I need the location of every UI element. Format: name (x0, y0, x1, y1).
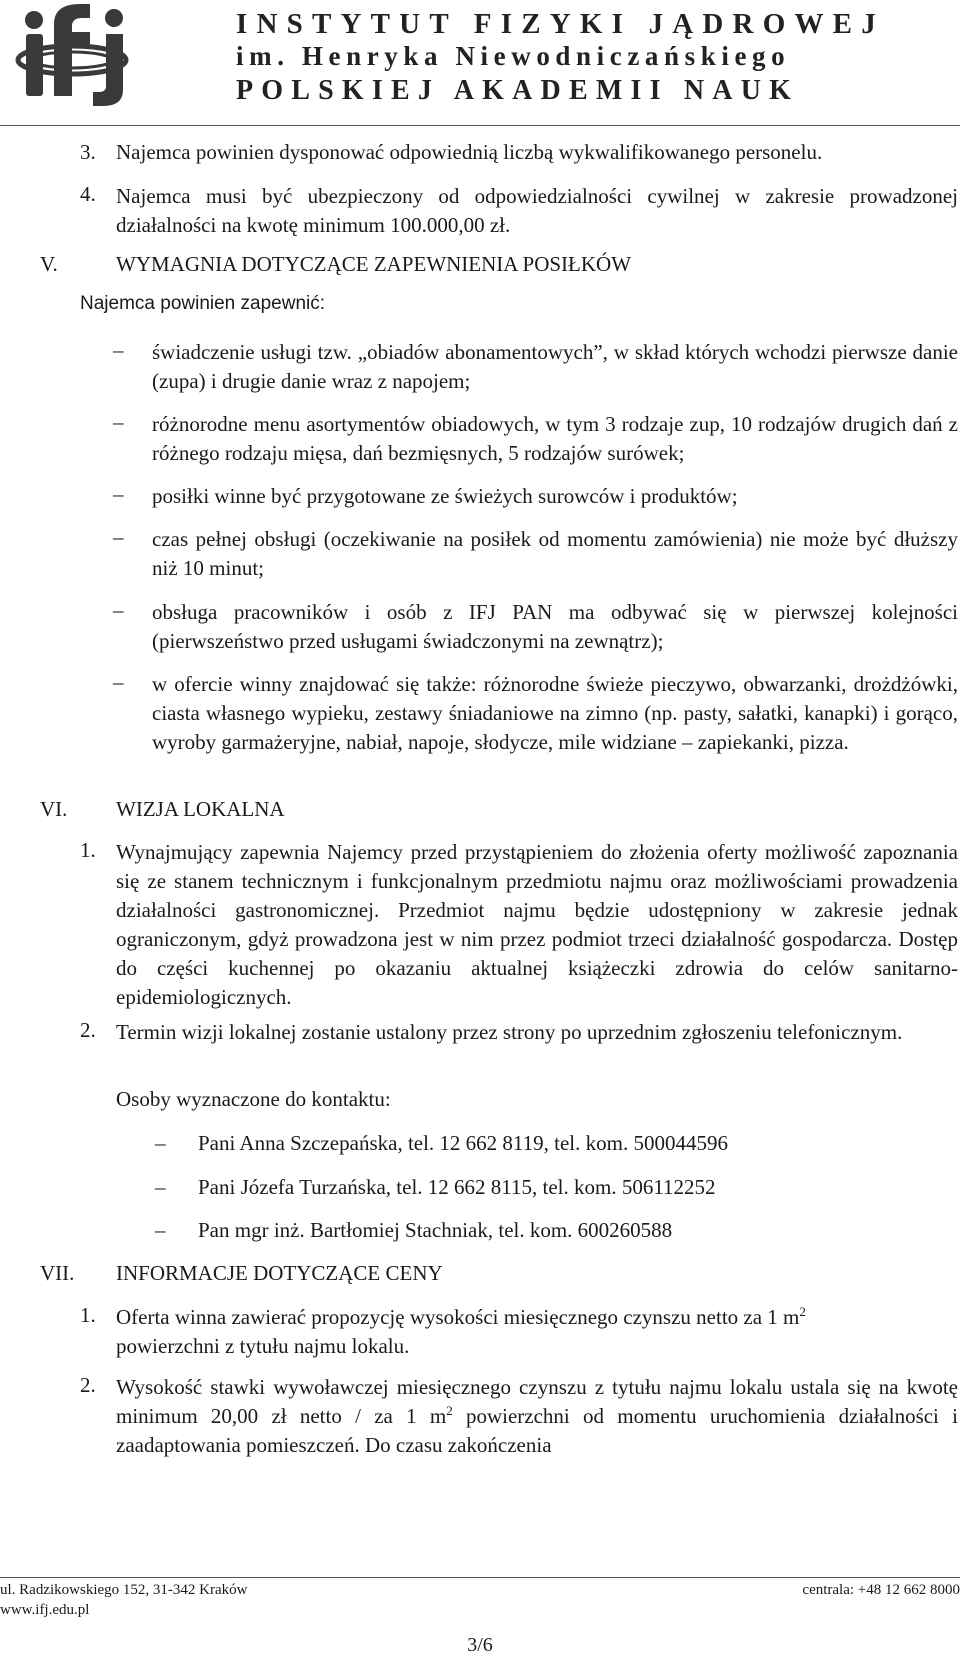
list-number: 2. (80, 1373, 96, 1397)
institute-academy: POLSKIEJ AKADEMII NAUK (236, 75, 800, 106)
section-heading: INFORMACJE DOTYCZĄCE CENY (116, 1261, 443, 1285)
institute-name: INSTYTUT FIZYKI JĄDROWEJ (236, 8, 885, 40)
section-heading: WYMAGNIA DOTYCZĄCE ZAPEWNIENIA POSIŁKÓW (116, 252, 632, 276)
list-number: 2. (80, 1018, 96, 1042)
paragraph (116, 1373, 958, 1460)
bullet-dash: – (155, 1218, 166, 1242)
institute-patron: im. Henryka Niewodniczańskiego (236, 41, 791, 71)
bullet-item: czas pełnej obsługi (oczekiwanie na posiłek od momentu zamówienia) nie może być dłuższy niż 10 minut; (152, 527, 958, 580)
bullet-dash: – (113, 598, 124, 622)
bullet-item: różnorodne menu asortymentów obiadowych, w tym 3 rodzaje zup, 10 rodzajów drugich dań z różnego rodzaju mięsa, dań bezmięsnych, 5 rodzajów surówek; (152, 412, 958, 465)
contact-item: Pani Anna Szczepańska, tel. 12 662 8119, tel. kom. 500044596 (198, 1131, 728, 1155)
header-divider (0, 125, 960, 126)
section-number: V. (40, 252, 58, 276)
list-number: 1. (80, 1303, 96, 1327)
bullet-dash: – (155, 1131, 166, 1155)
bullet-dash: – (113, 670, 124, 694)
paragraph-text: powierzchni z tytułu najmu lokalu. (116, 1334, 410, 1358)
bullet-dash: – (155, 1175, 166, 1199)
paragraph (116, 1303, 958, 1361)
section-number: VII. (40, 1261, 75, 1285)
paragraph: Termin wizji lokalnej zostanie ustalony przez strony po uprzednim zgłoszeniu telefonicznym. (116, 1020, 903, 1044)
list-number: 1. (80, 838, 96, 862)
paragraph: Wynajmujący zapewnia Najemcy przed przystąpieniem do złożenia oferty możliwość zapoznania się ze stanem technicznym i funkcjonalnym przedmiotu najmu oraz możliwościami prowadzenia działalności gastronomicznej. Przedmiot najmu będzie udostępniony w zakresie jednak ograniczonym, gdyż prowadzona jest w nim przez podmiot trzeci działalność gospodarcza. Dostęp do części kuchennej po okazaniu aktualnej książeczki zdrowia do celów sanitarno-epidemiologicznych. (116, 840, 958, 1009)
ifj-logo (14, 2, 134, 106)
bullet-item: świadczenie usługi tzw. „obiadów abonamentowych”, w skład których wchodzi pierwsze danie (zupa) i drugie danie wraz z napojem; (152, 340, 958, 393)
footer-phone: centrala: +48 12 662 8000 (802, 1582, 960, 1598)
letterhead (0, 0, 960, 126)
bullet-item: obsługa pracowników i osób z IFJ PAN ma odbywać się w pierwszej kolejności (pierwszeństwo przed usługami świadczonymi na zewnątrz); (152, 600, 958, 653)
footer-divider (0, 1577, 960, 1578)
contact-item: Pan mgr inż. Bartłomiej Stachniak, tel. kom. 600260588 (198, 1218, 673, 1242)
bullet-dash: – (113, 410, 124, 434)
footer-address: ul. Radzikowskiego 152, 31-342 Kraków (0, 1582, 248, 1598)
paragraph-text: Wysokość stawki wywoławczej miesięcznego czynszu z tytułu najmu lokalu ustala się na kwotę minimum 20,00 zł netto / za 1 m (116, 1375, 958, 1428)
paragraph: Najemca powinien dysponować odpowiednią liczbą wykwalifikowanego personelu. (116, 140, 823, 164)
bullet-dash: – (113, 525, 124, 549)
paragraph: Najemca musi być ubezpieczony od odpowiedzialności cywilnej w zakresie prowadzonej działalności na kwotę minimum 100.000,00 zł. (116, 184, 958, 237)
superscript: 2 (799, 1304, 806, 1319)
contact-item: Pani Józefa Turzańska, tel. 12 662 8115, tel. kom. 506112252 (198, 1175, 716, 1199)
section-intro: Najemca powinien zapewnić: (80, 293, 326, 314)
page-number: 3/6 (467, 1634, 493, 1656)
footer-website: www.ifj.edu.pl (0, 1602, 90, 1618)
paragraph-text: powierzchni od momentu uruchomienia działalności i zaadaptowania pomieszczeń. Do czasu zakończenia (116, 1404, 958, 1457)
list-number: 3. (80, 140, 96, 164)
bullet-item: w ofercie winny znajdować się także: różnorodne świeże pieczywo, obwarzanki, drożdżówki, ciasta własnego wypieku, zestawy śniadaniowe na zimno (np. pasty, sałatki, kanapki) i gorąco, wyroby garmażeryjne, nabiał, napoje, słodycze, mile widziane – zapiekanki, pizza. (152, 672, 958, 754)
bullet-item: posiłki winne być przygotowane ze świeżych surowców i produktów; (152, 484, 738, 508)
section-heading: WIZJA LOKALNA (116, 797, 285, 821)
bullet-dash: – (113, 482, 124, 506)
paragraph-text: Oferta winna zawierać propozycję wysokości miesięcznego czynszu netto za 1 m (116, 1305, 800, 1329)
section-number: VI. (40, 797, 68, 821)
contacts-label: Osoby wyznaczone do kontaktu: (116, 1087, 391, 1111)
superscript: 2 (446, 1403, 453, 1418)
list-number: 4. (80, 182, 96, 206)
bullet-dash: – (113, 338, 124, 362)
